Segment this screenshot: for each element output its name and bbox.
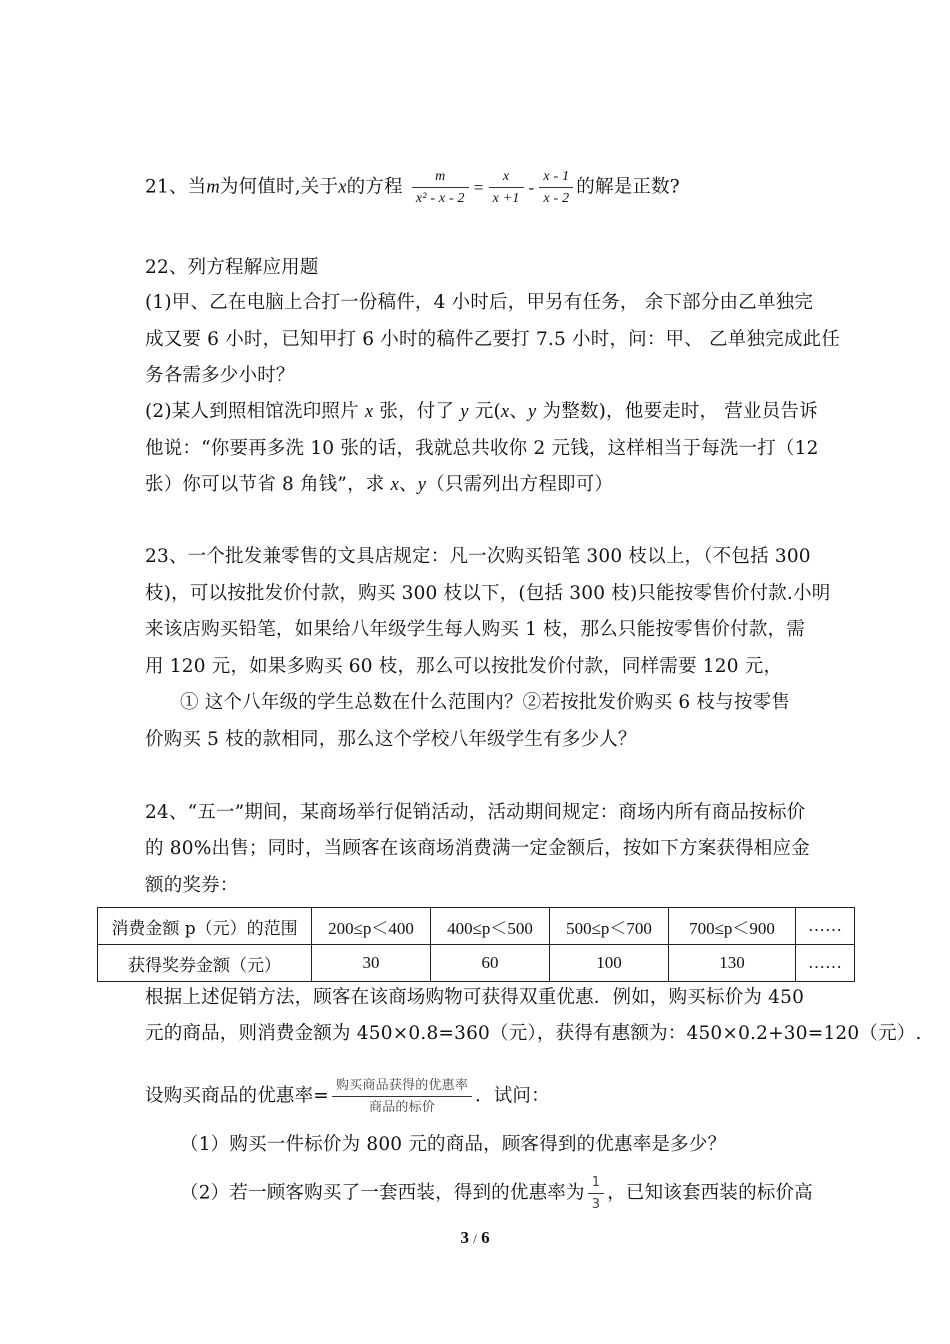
page-current: 3: [460, 1228, 469, 1247]
q22-p1-line-3: 务各需多少小时？: [145, 365, 295, 386]
q23-line-4: 用 120 元，如果多购买 60 枝，那么可以按批发价付款，同样需要 120 元，: [145, 656, 783, 677]
fraction-one-third: [588, 1174, 604, 1213]
page-separator: /: [473, 1231, 477, 1246]
q24-sub-1: （1）购买一件标价为 800 元的商品，顾客得到的优惠率是多少？: [180, 1134, 727, 1155]
var-x: x: [390, 475, 399, 495]
fraction-numerator: x - 1: [539, 168, 573, 188]
reward-table: [97, 907, 855, 982]
text: ，已知该套西装的标价高: [607, 1182, 813, 1204]
equals-sign: =: [473, 177, 484, 197]
text: ．试问：: [475, 1085, 550, 1107]
fraction-numerator: 购买商品获得的优惠率: [332, 1077, 472, 1097]
table-cell: 400≤p＜500: [431, 908, 550, 945]
table-header-cell: 消费金额 p（元）的范围: [98, 908, 312, 945]
text: （2）若一顾客购买了一套西装，得到的优惠率为: [180, 1182, 585, 1204]
text: （只需列出方程即可）: [426, 474, 614, 495]
q23-line-3: 来该店购买铅笔，如果给八年级学生每人购买 1 枝，那么只能按零售价付款，需: [145, 619, 805, 640]
text: 、: [509, 401, 529, 422]
q23-tail: 价购买 5 枝的款相同，那么这个学校八年级学生有多少人？: [145, 729, 637, 750]
page-total: 6: [481, 1228, 490, 1247]
q21-text: 为何值时,关于: [219, 176, 339, 198]
table-cell: 60: [431, 945, 550, 982]
table-row: [98, 908, 855, 945]
var-y: y: [417, 475, 427, 495]
table-cell: 200≤p＜400: [312, 908, 431, 945]
var-m: m: [206, 177, 220, 198]
fraction-m-over-quadratic: [412, 168, 469, 207]
q24-line-2: 的 80%出售；同时，当顾客在该商场消费满一定金额后，按如下方案获得相应金: [145, 838, 810, 859]
q22-p2-line-2: 他说：“你要再多洗 10 张的话，我就总共收你 2 元钱，这样相当于每洗一打（12: [145, 438, 819, 459]
table-header-cell: 获得奖券金额（元）: [98, 945, 312, 982]
text: 为整数)，他要走时， 营业员告诉: [536, 401, 818, 422]
fraction-denominator: 3: [591, 1197, 601, 1212]
q21-text: 的方程: [346, 176, 403, 198]
fraction-x-over-x-plus-1: [489, 168, 524, 207]
fraction-denominator: x - 2: [543, 191, 570, 206]
table-cell: 30: [312, 945, 431, 982]
fraction-numerator: m: [412, 168, 469, 188]
text: 设购买商品的优惠率=: [145, 1085, 330, 1107]
q22-p1-line-1: (1)甲、乙在电脑上合打一份稿件，4 小时后，甲另有任务， 余下部分由乙单独完: [145, 292, 814, 313]
var-x: x: [364, 402, 374, 422]
var-x: x: [500, 402, 510, 422]
fraction-discount-rate: [332, 1077, 472, 1116]
q23-line-1: 23、一个批发兼零售的文具店规定：凡一次购买铅笔 300 枝以上，（不包括 300: [145, 546, 811, 567]
q24-after-line-2: 元的商品，则消费金额为 450×0.8=360（元），获得有惠额为：450×0.2+30=120（元）.: [145, 1023, 922, 1044]
q22-p1-line-2: 成又要 6 小时，已知甲打 6 小时的稿件乙要打 7.5 小时，问：甲、 乙单独完成此任: [145, 329, 840, 350]
q24-sub-2: [180, 1174, 813, 1213]
q22-p2-line-1: [145, 399, 818, 425]
text: 张，付了: [373, 401, 461, 422]
text: 元(: [468, 401, 501, 422]
table-cell: ……: [796, 945, 855, 982]
q21-line: [145, 168, 680, 207]
q23-line-2: 枝)，可以按批发价付款，购买 300 枝以下，(包括 300 枝)只能按零售价付款.小明: [145, 583, 831, 604]
q24-after-line-1: 根据上述促销方法，顾客在该商场购物可获得双重优惠．例如，购买标价为 450: [145, 987, 805, 1008]
table-cell: 130: [669, 945, 796, 982]
table-cell: ……: [796, 908, 855, 945]
table-cell: 500≤p＜700: [550, 908, 669, 945]
fraction-denominator: x +1: [492, 191, 520, 206]
text: (2)某人到照相馆洗印照片: [145, 401, 365, 422]
q22-title: 22、列方程解应用题: [145, 257, 319, 278]
table-cell: 700≤p＜900: [669, 908, 796, 945]
q21-suffix: 的解是正数?: [576, 176, 680, 198]
q24-rate-line: [145, 1077, 550, 1116]
minus-sign: -: [528, 177, 535, 197]
fraction-x-minus-1-over-x-minus-2: [539, 168, 573, 207]
var-y: y: [528, 402, 537, 422]
fraction-numerator: 1: [588, 1174, 604, 1194]
var-x: x: [338, 177, 347, 198]
var-y: y: [460, 402, 469, 422]
q22-p2-line-3: [145, 472, 613, 498]
q21-prefix: 21、当: [145, 176, 207, 198]
page-number: [0, 1228, 950, 1248]
fraction-denominator: x² - x - 2: [415, 191, 465, 206]
q24-line-1: 24、“五一”期间，某商场举行促销活动，活动期间规定：商场内所有商品按标价: [145, 802, 806, 823]
text: 、: [399, 474, 418, 495]
fraction-denominator: 商品的标价: [369, 1100, 436, 1115]
q24-line-3: 额的奖券：: [145, 875, 239, 896]
q23-sub-line: ① 这个八年级的学生总数在什么范围内？②若按批发价购买 6 枝与按零售: [180, 692, 790, 713]
fraction-numerator: x: [489, 168, 524, 188]
text: 张）你可以节省 8 角钱”，求: [145, 474, 391, 495]
table-row: [98, 945, 855, 982]
table-cell: 100: [550, 945, 669, 982]
